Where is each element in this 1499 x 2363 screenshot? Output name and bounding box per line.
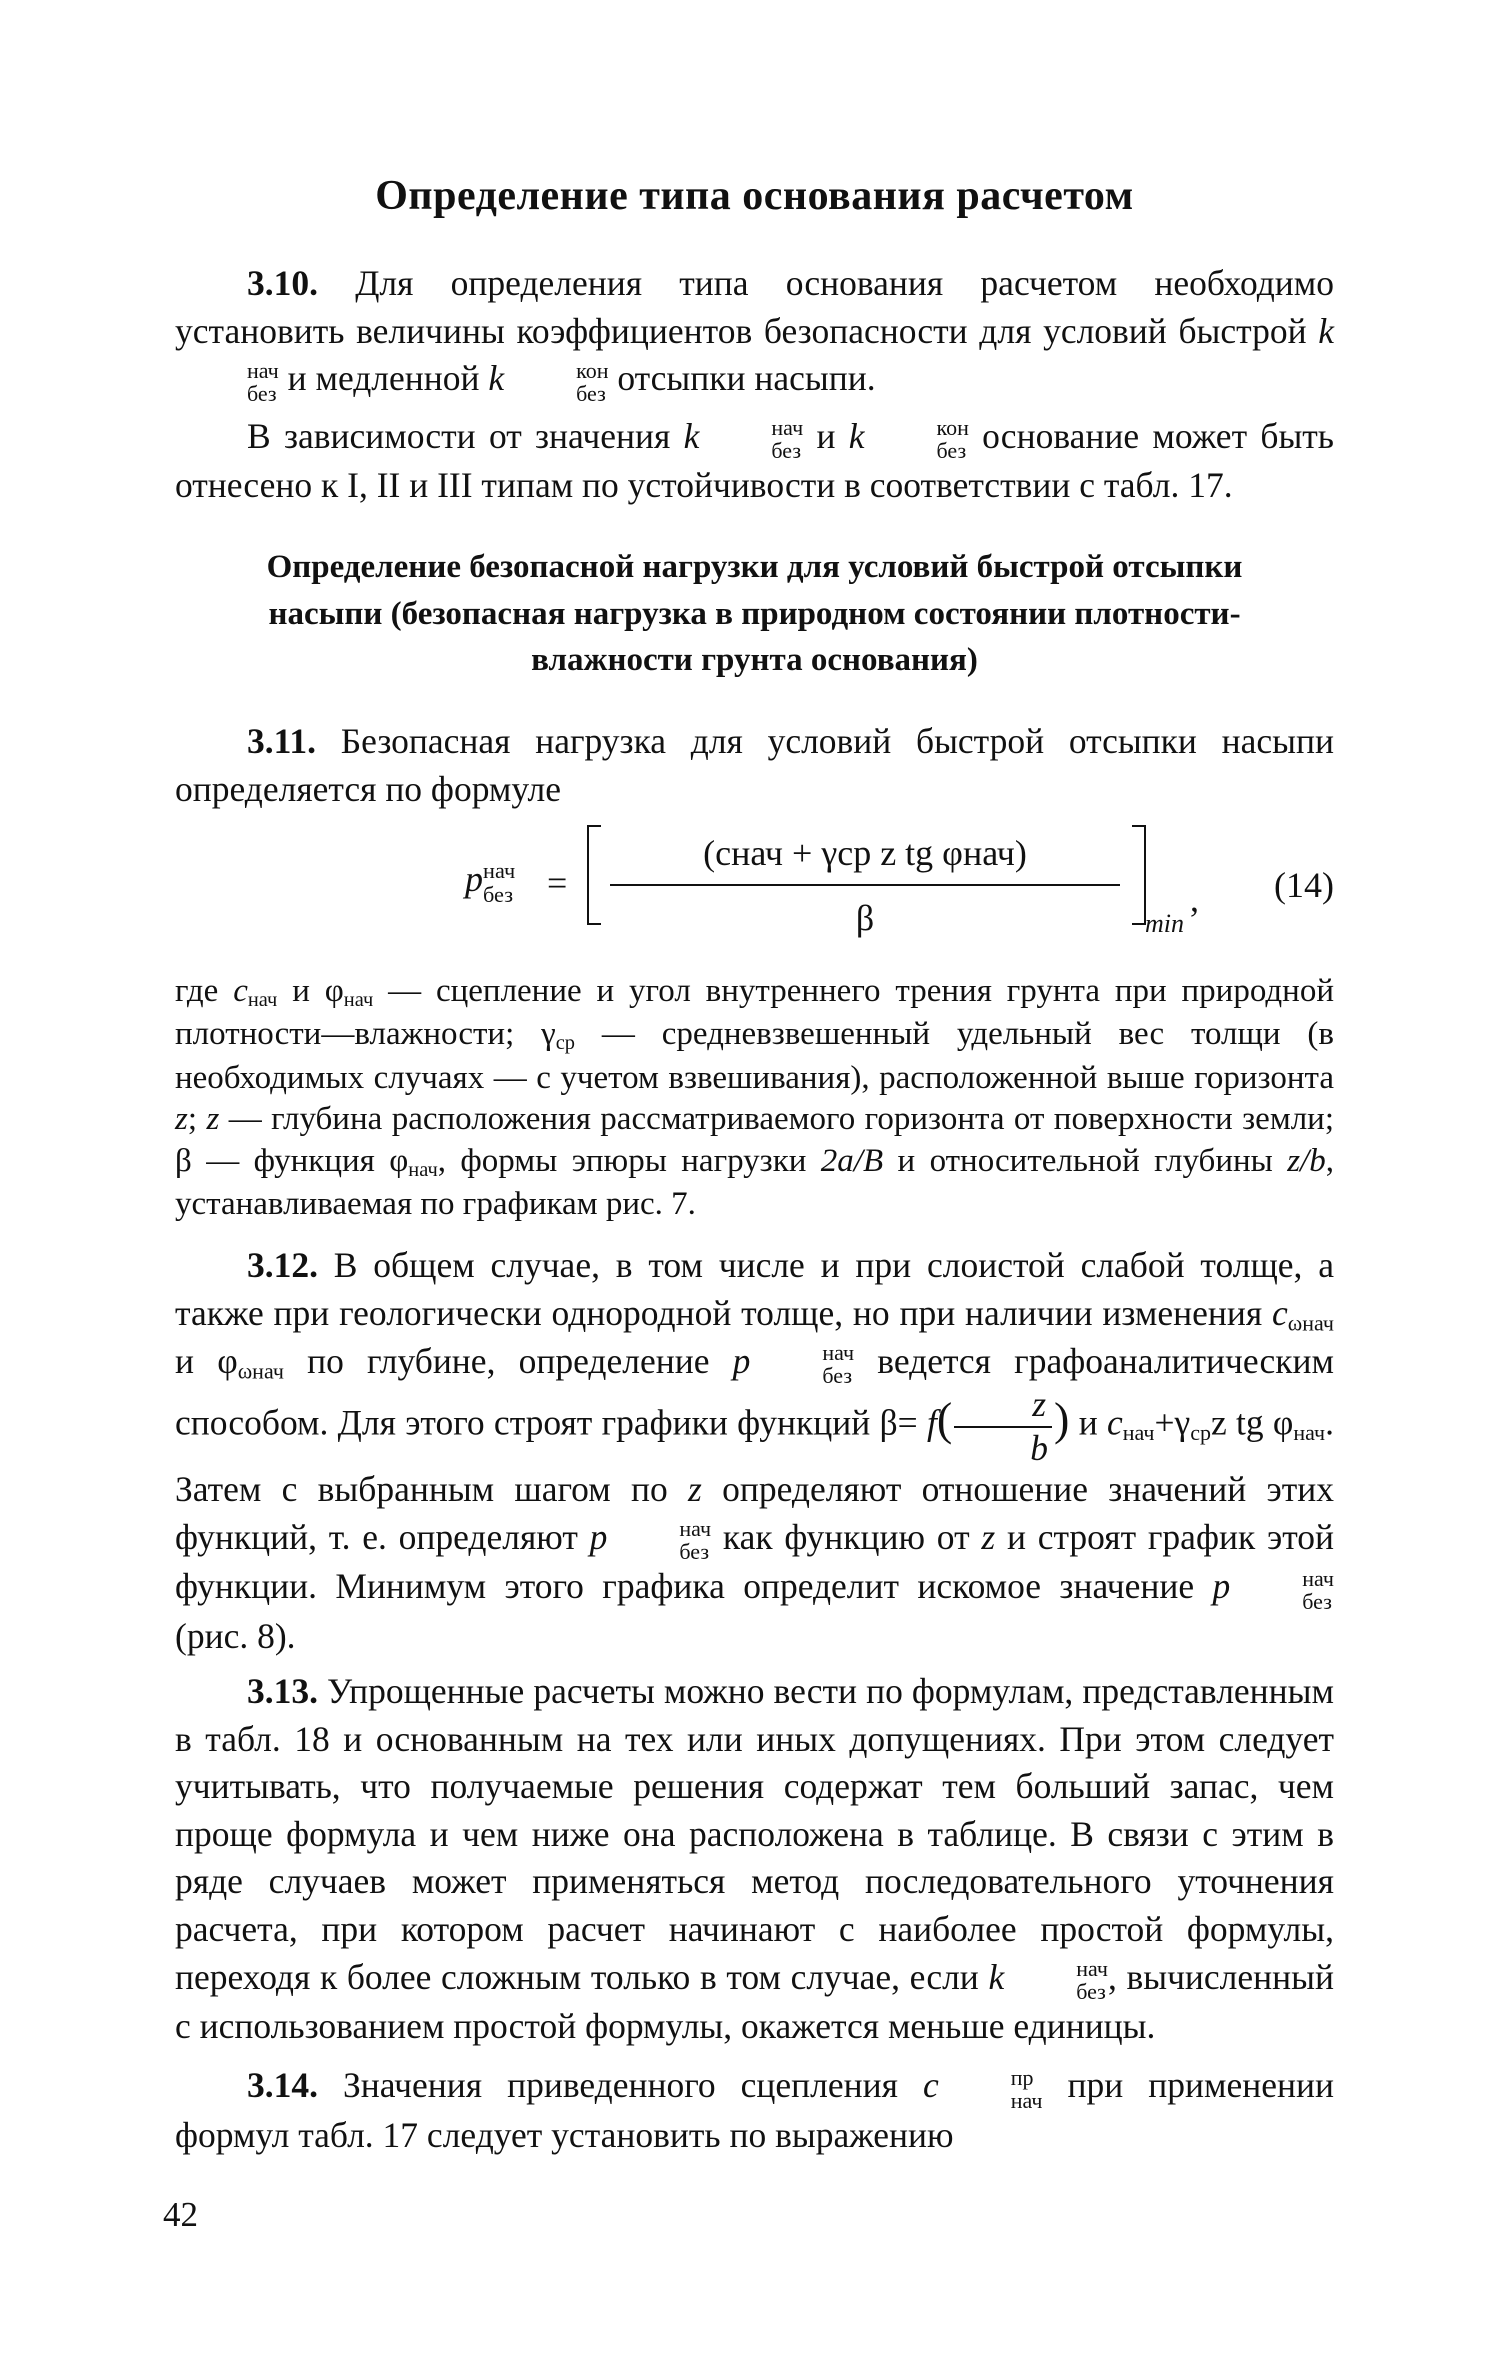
text-run: В общем случае, в том числе и при слоистой слабой толще, а также при геологически однородной толще, но при наличии изменения bbox=[175, 1245, 1334, 1333]
symbol-phi: φ bbox=[1272, 1402, 1294, 1443]
supsub bbox=[750, 1342, 854, 1387]
text-run: ведется графоаналитическим способом. Для этого строят графики функций bbox=[175, 1340, 1335, 1443]
superscript: нач bbox=[483, 858, 516, 884]
symbol-p: p bbox=[589, 1516, 608, 1557]
superscript: нач bbox=[1302, 1565, 1334, 1591]
text-run: и bbox=[175, 1340, 218, 1381]
formula-fraction bbox=[610, 829, 1120, 941]
text-run: (рис. 8). bbox=[175, 1615, 296, 1656]
symbol-p: p bbox=[465, 859, 483, 900]
text-run: основание может быть отнесено к I, II и III типам по устойчивости в соответствии с табл. 17. bbox=[175, 415, 1334, 506]
text-run: , вычисленный с использованием простой формулы, окажется меньше единицы. bbox=[175, 1956, 1334, 2046]
superscript: нач bbox=[771, 415, 804, 441]
symbol-c: c bbox=[233, 973, 248, 1010]
subscript: без bbox=[936, 438, 967, 464]
symbol-c: c bbox=[923, 2065, 939, 2106]
paragraph-number: 3.13. bbox=[247, 1671, 318, 1712]
text-run: = bbox=[897, 1402, 927, 1443]
text-run: Безопасная нагрузка для условий быстрой отсыпки насыпи определяется по формуле bbox=[175, 721, 1334, 809]
section-title-2: Определение безопасной нагрузки для условий быстрой отсыпки насыпи (безопасная нагрузка в природном состоянии плотности-влажности грунта основания) bbox=[266, 548, 1243, 679]
page-number: 42 bbox=[163, 2195, 198, 2234]
subscript: без bbox=[247, 380, 277, 406]
text-run: z tg bbox=[1210, 1402, 1273, 1443]
load-ratio: 2a/B bbox=[820, 1143, 884, 1180]
equals-sign: = bbox=[547, 863, 568, 904]
supsub bbox=[1230, 1565, 1334, 1614]
text-run: , устанавливаемая по графикам рис. 7. bbox=[175, 1143, 1334, 1223]
superscript: кон bbox=[576, 357, 609, 383]
subscript: ωнач bbox=[1287, 1310, 1334, 1336]
paragraph-3-11 bbox=[175, 718, 1334, 813]
subscript: нач bbox=[343, 989, 374, 1012]
symbol-z: z bbox=[688, 1469, 702, 1510]
text-run: где bbox=[175, 973, 234, 1010]
text-run: Для определения типа основания расчетом необходимо установить величины коэффициентов безопасности для условий быстрой bbox=[175, 263, 1334, 351]
text-run: — глубина расположения рассматриваемого горизонта от поверхности земли; bbox=[219, 1101, 1334, 1138]
supsub bbox=[1004, 1955, 1108, 2004]
subscript: без bbox=[679, 1539, 710, 1565]
text-run: Значения приведенного сцепления bbox=[318, 2065, 923, 2106]
symbol-f: f bbox=[926, 1402, 937, 1443]
symbol-c: c bbox=[1106, 1402, 1123, 1443]
text-run: — функция bbox=[191, 1143, 390, 1180]
text-run: В зависимости от значения bbox=[247, 415, 684, 456]
text-run: — средневзвешенный удельный вес толщи (в необходимых случаях — с учетом взвешивания), расположенной выше горизонта bbox=[175, 1016, 1334, 1096]
subscript: нач bbox=[1293, 1420, 1326, 1446]
subscript: ωнач bbox=[237, 1358, 284, 1384]
subscript: без bbox=[483, 881, 514, 907]
text-run: и bbox=[803, 415, 849, 456]
subscript: нач bbox=[1010, 2087, 1043, 2113]
paren-open: ( bbox=[936, 1393, 953, 1445]
supsub bbox=[865, 417, 969, 462]
text-run: как функцию от bbox=[711, 1516, 982, 1557]
symbol-k: k bbox=[1318, 310, 1334, 351]
paragraph-3-14 bbox=[175, 2062, 1334, 2159]
paragraph-3-10 bbox=[175, 260, 1334, 405]
subscript: без bbox=[576, 380, 606, 406]
text-run: при применении формул табл. 17 следует установить по выражению bbox=[175, 2065, 1334, 2155]
text-run: ; bbox=[187, 1101, 207, 1138]
fraction-numerator: z bbox=[954, 1387, 1052, 1428]
symbol-beta: β bbox=[879, 1402, 898, 1443]
subscript: ср bbox=[555, 1032, 576, 1055]
symbol-k: k bbox=[988, 1956, 1005, 1997]
superscript: кон bbox=[936, 415, 969, 441]
text-run: — сцепление и угол внутреннего трения грунта при природной плотности—влажности; bbox=[175, 973, 1334, 1053]
superscript: нач bbox=[822, 1340, 855, 1366]
text-run: Упрощенные расчеты можно вести по формулам, представленным в табл. 18 и основанным на тех или иных допущениях. При этом следует учитывать, что получаемые решения содержат тем больший запас, чем проще формула и чем ниже она расположена в таблице. В связи с этим в ряде случаев может применяться метод последовательного уточнения расчета, при котором расчет начинают с наиболее простой формулы, переходя к более сложным только в том случае, если bbox=[175, 1671, 1334, 1997]
symbol-z: z bbox=[981, 1516, 996, 1557]
text-run: и bbox=[277, 973, 325, 1010]
formula-min-subscript: min bbox=[1145, 909, 1184, 939]
relative-depth: z/b bbox=[1287, 1143, 1326, 1180]
formula-number: (14) bbox=[1274, 865, 1334, 906]
formula-denominator: β bbox=[855, 897, 875, 938]
text-run: и строят график этой функции. Минимум этого графика определит искомое значение bbox=[175, 1516, 1334, 1607]
subscript: без bbox=[822, 1363, 853, 1389]
subscript: без bbox=[1302, 1588, 1332, 1614]
supsub bbox=[175, 357, 279, 406]
paragraph-where bbox=[175, 971, 1334, 1226]
symbol-p: p bbox=[732, 1340, 751, 1381]
supsub bbox=[483, 860, 515, 906]
symbol-phi: φ bbox=[324, 973, 344, 1010]
formula-comma: , bbox=[1190, 879, 1199, 920]
symbol-k: k bbox=[683, 415, 700, 456]
subscript: нач bbox=[247, 989, 278, 1012]
paragraph-3-13 bbox=[175, 1668, 1334, 2050]
symbol-k: k bbox=[488, 358, 505, 399]
paren-close: ) bbox=[1054, 1393, 1070, 1445]
paragraph-3-12 bbox=[175, 1242, 1334, 1660]
subscript: нач bbox=[1122, 1420, 1155, 1446]
symbol-gamma: γ bbox=[1174, 1402, 1191, 1443]
paragraph-number: 3.14. bbox=[247, 2065, 318, 2106]
text-run: по глубине, определение bbox=[283, 1340, 733, 1381]
paragraph-3-10-cont bbox=[175, 413, 1334, 510]
subscript: нач bbox=[408, 1159, 438, 1182]
symbol-p: p bbox=[1212, 1566, 1231, 1607]
fraction-z-b bbox=[954, 1384, 1052, 1468]
supsub bbox=[607, 1518, 711, 1563]
symbol-z: z bbox=[206, 1101, 220, 1138]
text-run: и bbox=[1069, 1402, 1107, 1443]
symbol-phi: φ bbox=[389, 1143, 409, 1180]
paragraph-number: 3.12. bbox=[247, 1245, 318, 1286]
text-run: , формы эпюры нагрузки bbox=[437, 1143, 821, 1180]
paragraph-number: 3.10. bbox=[247, 263, 318, 304]
superscript: нач bbox=[679, 1516, 712, 1542]
supsub bbox=[699, 417, 803, 462]
symbol-phi: φ bbox=[217, 1340, 238, 1381]
section-title-1: Определение типа основания расчетом bbox=[375, 173, 1134, 219]
paragraph-number: 3.11. bbox=[247, 721, 317, 762]
text-run: и медленной bbox=[278, 358, 489, 399]
subscript: без bbox=[771, 438, 802, 464]
superscript: нач bbox=[1076, 1955, 1108, 1981]
subscript: без bbox=[1076, 1978, 1106, 2004]
formula-14 bbox=[175, 823, 1334, 955]
symbol-z: z bbox=[175, 1101, 188, 1138]
text-run: . Затем с выбранным шагом по bbox=[175, 1402, 1334, 1510]
symbol-beta: β bbox=[175, 1143, 192, 1180]
superscript: нач bbox=[247, 357, 279, 383]
fraction-denominator: b bbox=[1030, 1427, 1048, 1468]
text-run: определяют отношение значений этих функций, т. е. определяют bbox=[175, 1469, 1334, 1557]
symbol-gamma: γ bbox=[541, 1016, 556, 1053]
symbol-c: c bbox=[1272, 1292, 1288, 1333]
text-run: отсыпки насыпи. bbox=[608, 358, 876, 399]
formula-numerator: (cнач + γср z tg φнач) bbox=[610, 829, 1120, 885]
subscript: ср bbox=[1190, 1420, 1211, 1446]
superscript: пр bbox=[1010, 2064, 1034, 2090]
supsub bbox=[939, 2064, 1043, 2113]
text-run: + bbox=[1154, 1402, 1175, 1443]
symbol-k: k bbox=[848, 415, 865, 456]
supsub bbox=[504, 357, 609, 406]
formula-lhs bbox=[465, 855, 515, 906]
text-run: и относительной глубины bbox=[883, 1143, 1288, 1180]
